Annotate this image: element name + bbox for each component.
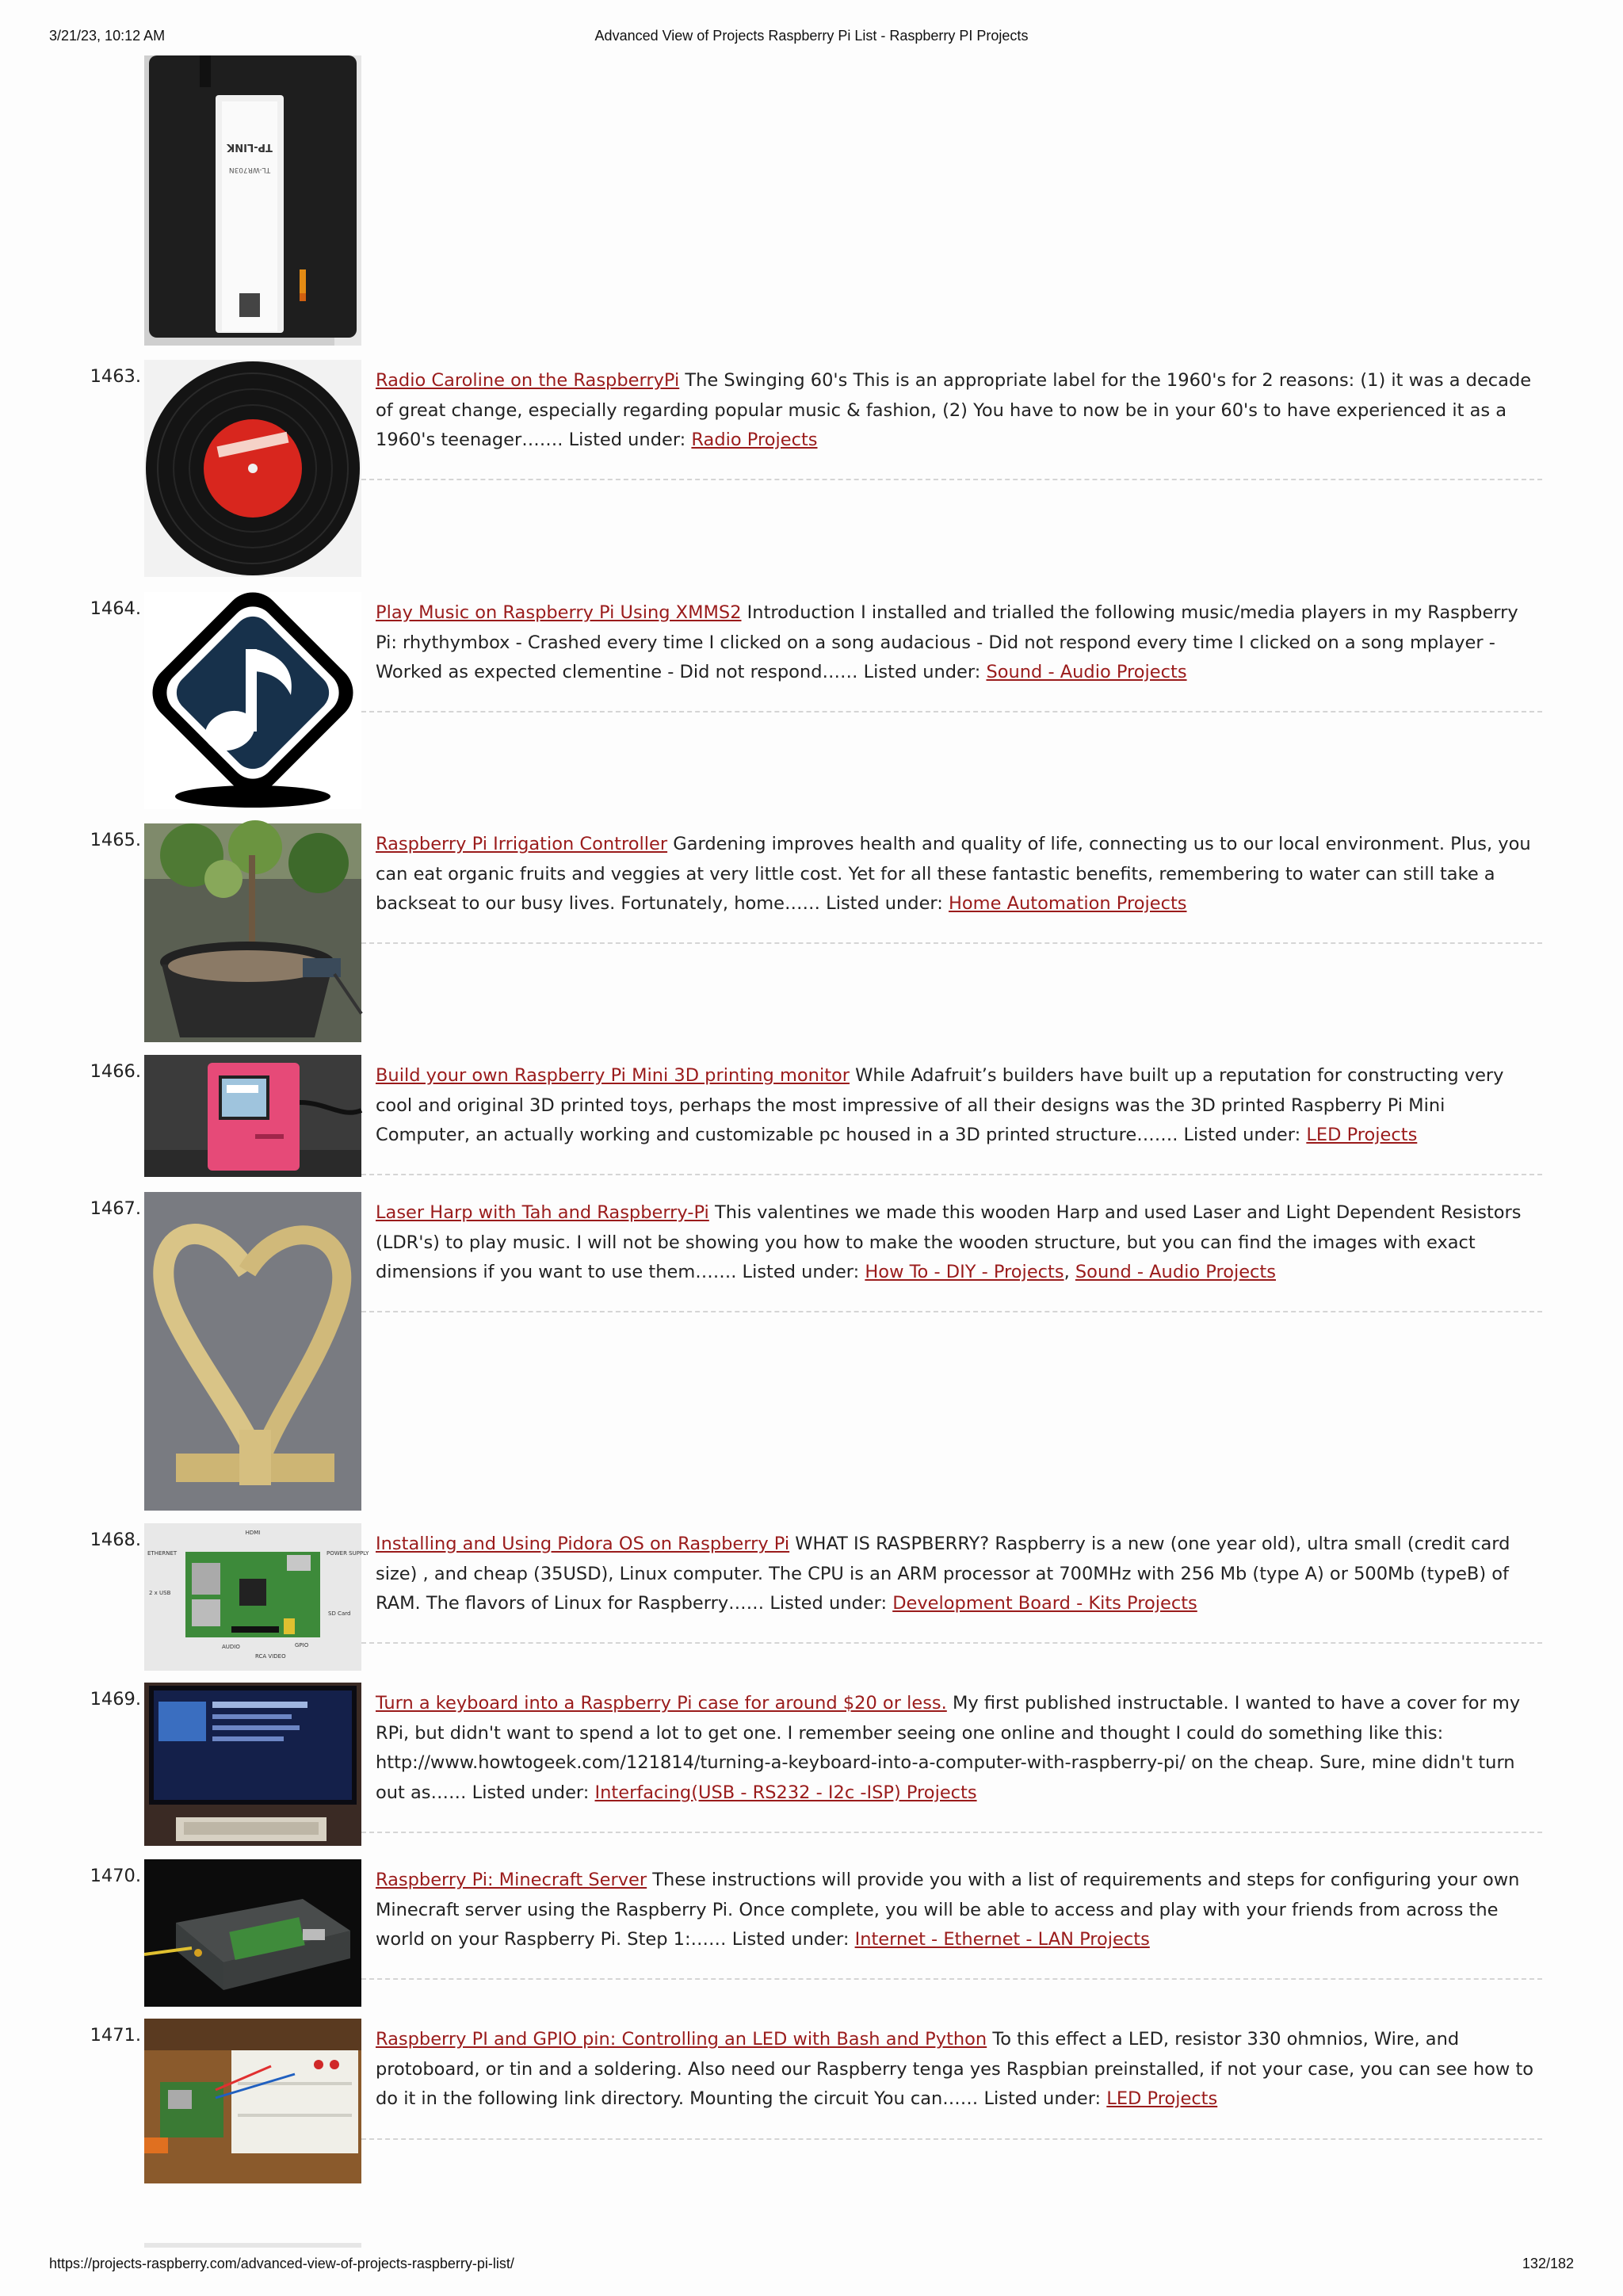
entry-description — [376, 1530, 1542, 1619]
router-thumbnail[interactable] — [144, 55, 361, 346]
category-link[interactable]: Radio Projects — [691, 430, 818, 450]
listed-under-label: Listed under: — [983, 2088, 1107, 2109]
entry-summary: Introduction I installed and trialled the following music/media players in my Raspberry Pi: rhythymbox - Crashed every time I clicked on a song audacious - Did not respond every time I clicked on a song mplayer - Worked as expected clementine - Did not respond…… — [376, 602, 1518, 682]
category-link[interactable]: Home Automation Projects — [949, 893, 1187, 914]
pink-mini-computer-thumbnail[interactable] — [144, 1055, 361, 1177]
wooden-harp-thumbnail[interactable] — [144, 1192, 361, 1511]
project-title-link[interactable]: Laser Harp with Tah and Raspberry-Pi — [376, 1202, 709, 1223]
entry-divider — [361, 2138, 1542, 2140]
category-link[interactable]: Internet - Ethernet - LAN Projects — [854, 1929, 1150, 1950]
entry-description — [376, 1198, 1542, 1288]
project-title-link[interactable]: Raspberry Pi Irrigation Controller — [376, 834, 668, 854]
raspberry-pi-board-thumbnail[interactable] — [144, 1523, 369, 1671]
board-label-gpio: GPIO — [295, 1642, 309, 1648]
board-label-power: POWER SUPPLY — [327, 1550, 369, 1557]
category-link[interactable]: Sound - Audio Projects — [1075, 1262, 1276, 1282]
print-datetime: 3/21/23, 10:12 AM — [49, 28, 166, 44]
listed-under-label: Listed under: — [769, 1593, 893, 1614]
entry-description — [376, 598, 1542, 688]
category-link[interactable]: How To - DIY - Projects — [865, 1262, 1064, 1282]
entry-number: 1471. — [90, 2025, 141, 2046]
print-page-title: Advanced View of Projects Raspberry Pi List - Raspberry PI Projects — [594, 28, 1029, 44]
entry-description — [376, 366, 1542, 456]
potted-plant-thumbnail[interactable] — [144, 823, 361, 1042]
category-link[interactable]: LED Projects — [1106, 2088, 1218, 2109]
entry-divider — [361, 1311, 1542, 1312]
listed-under-label: Listed under: — [568, 430, 692, 450]
entry-number: 1467. — [90, 1198, 141, 1219]
entry-number: 1470. — [90, 1866, 141, 1886]
project-title-link[interactable]: Radio Caroline on the RaspberryPi — [376, 370, 680, 391]
project-title-link[interactable]: Turn a keyboard into a Raspberry Pi case for around $20 or less. — [376, 1693, 947, 1713]
entry-number: 1463. — [90, 366, 141, 387]
acrylic-case-thumbnail[interactable] — [144, 1859, 361, 2007]
category-separator: , — [1064, 1262, 1075, 1282]
entry-description — [376, 2025, 1542, 2115]
board-label-ethernet: ETHERNET — [147, 1550, 178, 1557]
listed-under-label: Listed under: — [731, 1929, 855, 1950]
entry-divider — [361, 1642, 1542, 1644]
entry-description — [376, 1061, 1542, 1151]
entry-divider — [361, 1978, 1542, 1980]
listed-under-label: Listed under: — [472, 1782, 595, 1803]
entry-summary: This valentines we made this wooden Harp and used Laser and Light Dependent Resistors (LDR's) to play music. I will not be showing you how to make the wooden structure, but you can find the images with exact dimensions if you want to use them……. — [376, 1202, 1522, 1282]
monitor-keyboard-thumbnail[interactable] — [144, 1683, 361, 1846]
listed-under-label: Listed under: — [863, 662, 987, 682]
board-label-audio: AUDIO — [222, 1644, 240, 1650]
board-label-sd-card: SD Card — [328, 1610, 351, 1617]
entry-number: 1465. — [90, 830, 141, 850]
entry-description — [376, 830, 1542, 919]
vinyl-record-thumbnail[interactable] — [144, 360, 361, 577]
listed-under-label: Listed under: — [826, 893, 949, 914]
entry-divider — [361, 1174, 1542, 1175]
listed-under-label: Listed under: — [742, 1262, 865, 1282]
breadboard-led-thumbnail[interactable] — [144, 2019, 361, 2183]
entry-divider — [361, 942, 1542, 944]
project-title-link[interactable]: Play Music on Raspberry Pi Using XMMS2 — [376, 602, 742, 623]
next-entry-thumbnail-cut — [144, 2243, 361, 2248]
project-title-link[interactable]: Raspberry PI and GPIO pin: Controlling an LED with Bash and Python — [376, 2029, 987, 2050]
board-label-usb: 2 x USB — [149, 1590, 171, 1596]
entry-summary: WHAT IS RASPBERRY? Raspberry is a new (one year old), ultra small (credit card size) , and cheap (35USD), Linux computer. The CPU is an ARM processor at 700MHz with 256 Mb (type A) or 500Mb (typeB) of RAM. The flavors of Linux for Raspberry…… — [376, 1534, 1510, 1614]
board-label-rca: RCA VIDEO — [255, 1653, 286, 1660]
board-label-hdmi: HDMI — [245, 1530, 261, 1536]
category-link[interactable]: Sound - Audio Projects — [986, 662, 1187, 682]
category-link[interactable]: Interfacing(USB - RS232 - I2c -ISP) Projects — [594, 1782, 977, 1803]
project-title-link[interactable]: Raspberry Pi: Minecraft Server — [376, 1870, 647, 1890]
entry-summary: These instructions will provide you with a list of requirements and steps for configuring your own Minecraft server using the Raspberry Pi. Once complete, you will be able to access and play with your friends from across the world on your Raspberry Pi. Step 1:…… — [376, 1870, 1520, 1950]
entry-number: 1464. — [90, 598, 141, 619]
category-link[interactable]: Development Board - Kits Projects — [892, 1593, 1197, 1614]
entry-summary: The Swinging 60's This is an appropriate label for the 1960's for 2 reasons: (1) it was a decade of great change, especially regarding popular music & fashion, (2) You have to now be in your 60's to have experienced it as a 1960's teenager……. — [376, 370, 1532, 450]
entry-summary: While Adafruit’s builders have built up a reputation for constructing very cool and original 3D printed toys, perhaps the most impressive of all their designs was the 3D printed Raspberry Pi Mini Computer, an actually working and customizable pc housed in a 3D printed structure……. — [376, 1065, 1504, 1145]
entry-divider — [361, 1832, 1542, 1833]
print-page-count: 132/182 — [1522, 2256, 1574, 2271]
category-link[interactable]: LED Projects — [1306, 1125, 1418, 1145]
entry-description — [376, 1866, 1542, 1955]
entry-number: 1469. — [90, 1689, 141, 1710]
entry-summary: To this effect a LED, resistor 330 ohmnios, Wire, and protoboard, or tin and a soldering. Also need our Raspberry tenga yes Raspbian preinstalled, if not your case, you can see how to do it in the following link directory. Mounting the circuit You can…… — [376, 2029, 1534, 2109]
entry-description — [376, 1689, 1542, 1808]
listed-under-label: Listed under: — [1183, 1125, 1307, 1145]
project-title-link[interactable]: Build your own Raspberry Pi Mini 3D printing monitor — [376, 1065, 850, 1086]
entry-number: 1468. — [90, 1530, 141, 1550]
entry-summary: Gardening improves health and quality of life, connecting us to our local environment. Plus, you can eat organic fruits and veggies at very little cost. Yet for all these fantastic benefits, remembering to water can still take a backseat to our busy lives. Fortunately, home…… — [376, 834, 1531, 914]
print-url: https://projects-raspberry.com/advanced-view-of-projects-raspberry-pi-list/ — [49, 2256, 514, 2271]
router-brand-label: TP-LINK — [227, 141, 273, 153]
entry-divider — [361, 479, 1542, 480]
entry-summary: My first published instructable. I wanted to have a cover for my RPi, but didn't want to spend a lot to get one. I remember seeing one online and thought I could do something like this: http://www.howtogeek.com/121814/turning-a-keyboard-into-a-computer-with-raspberry-pi/ on the cheap. Sure, mine didn't turn out as…… — [376, 1693, 1521, 1803]
entry-number: 1466. — [90, 1061, 141, 1082]
router-model-label: TL-WR703N — [228, 166, 271, 174]
project-title-link[interactable]: Installing and Using Pidora OS on Raspberry Pi — [376, 1534, 790, 1554]
music-note-thumbnail[interactable] — [144, 592, 361, 809]
entry-divider — [361, 711, 1542, 712]
